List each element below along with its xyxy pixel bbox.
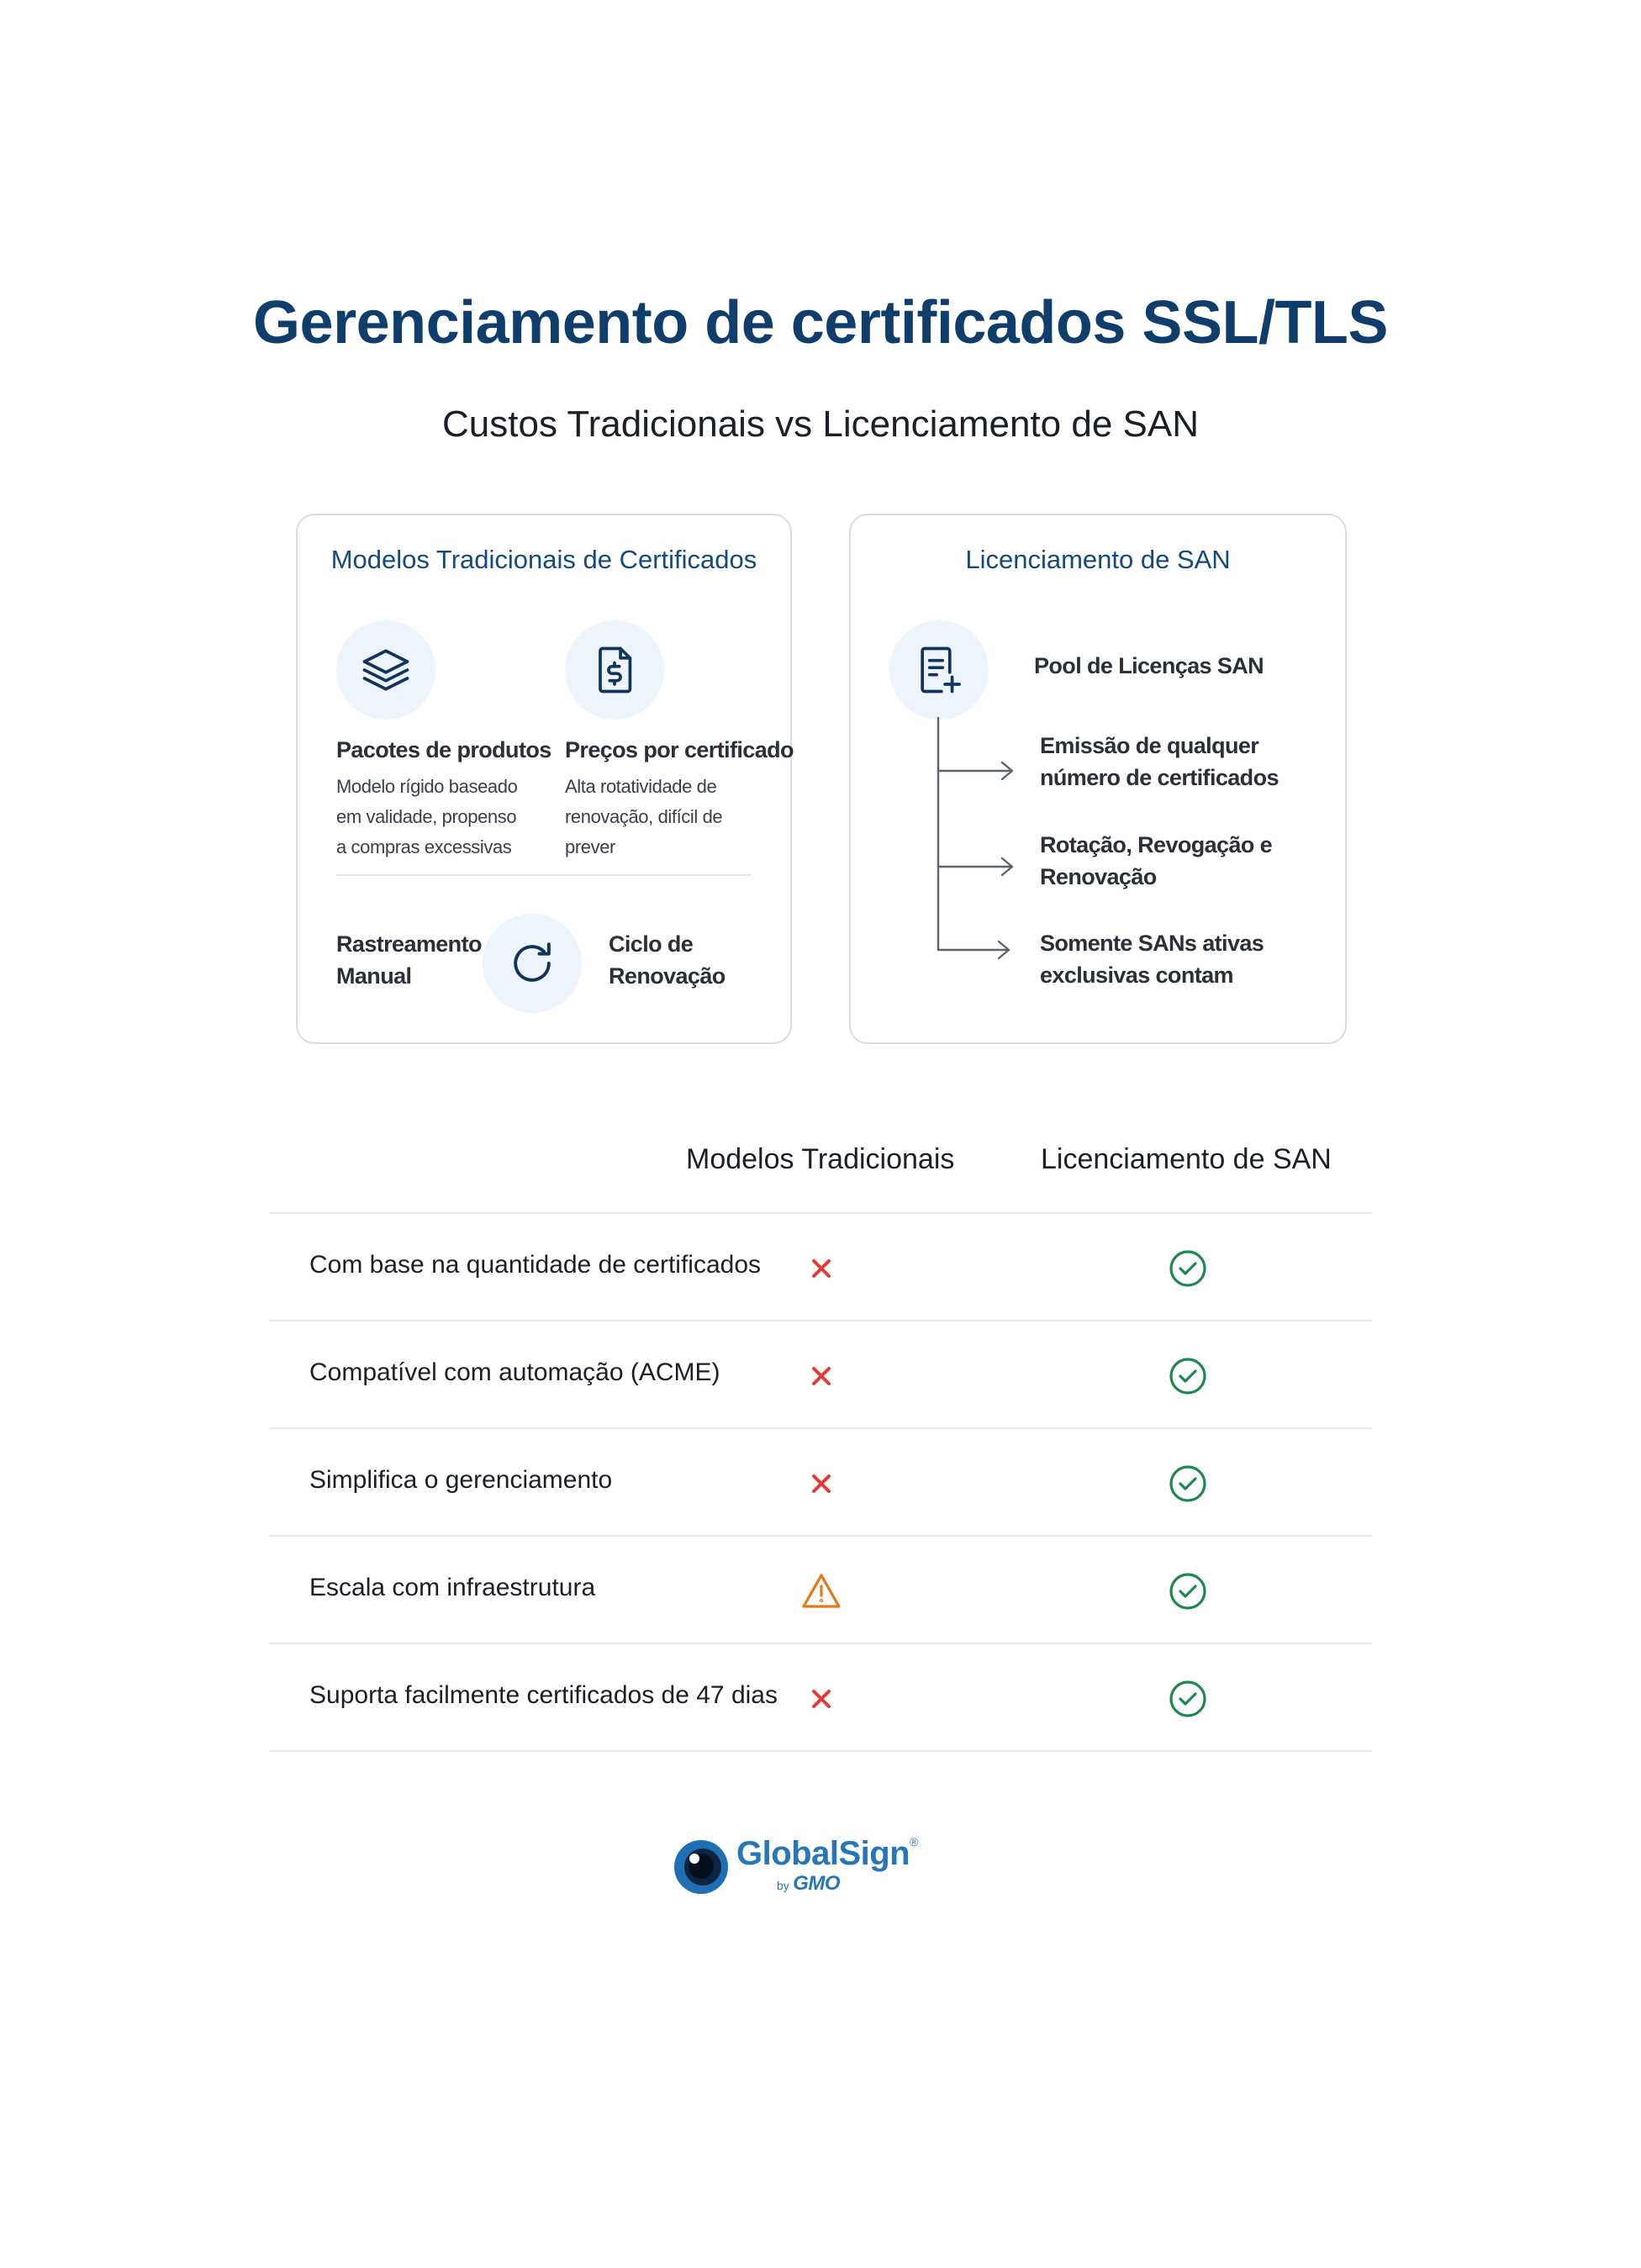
table-divider bbox=[269, 1535, 1372, 1537]
column-header-san: Licenciamento de SAN bbox=[1041, 1143, 1332, 1175]
manual-tracking-label: Rastreamento Manual bbox=[336, 931, 482, 989]
table-divider bbox=[269, 1427, 1372, 1429]
cross-icon bbox=[800, 1463, 842, 1505]
globalsign-eye-icon bbox=[673, 1838, 730, 1896]
cross-icon bbox=[800, 1355, 842, 1397]
check-circle-icon bbox=[1167, 1355, 1209, 1397]
feature-title-per-certificate-pricing: Preços por certificado bbox=[565, 737, 794, 762]
row-label: Com base na quantidade de certificados bbox=[309, 1251, 762, 1279]
check-circle-icon bbox=[1167, 1247, 1209, 1290]
san-pool-label: Pool de Licenças SAN bbox=[1034, 653, 1264, 678]
page-title: Gerenciamento de certificados SSL/TLS bbox=[253, 289, 1388, 356]
san-card-title: Licenciamento de SAN bbox=[965, 545, 1231, 574]
feature-title-product-packages: Pacotes de produtos bbox=[336, 737, 551, 762]
table-divider bbox=[269, 1643, 1372, 1644]
san-licensing-card bbox=[849, 514, 1347, 1044]
traditional-models-card bbox=[296, 514, 792, 1044]
row-label: Compatível com automação (ACME) bbox=[309, 1358, 720, 1386]
row-label: Suporta facilmente certificados de 47 dias bbox=[309, 1681, 778, 1709]
cross-icon bbox=[800, 1678, 842, 1720]
warning-icon bbox=[800, 1570, 842, 1612]
dollar-document-icon bbox=[565, 620, 664, 720]
card-divider bbox=[336, 874, 752, 876]
table-divider bbox=[269, 1320, 1372, 1321]
globalsign-logo bbox=[673, 1835, 925, 1902]
traditional-card-title: Modelos Tradicionais de Certificados bbox=[330, 545, 757, 574]
feature-desc-product-packages: Modelo rígido baseado em validade, propenso a compras excessivas bbox=[336, 776, 518, 857]
row-label: Escala com infraestrutura bbox=[309, 1574, 596, 1601]
layers-icon bbox=[336, 620, 435, 720]
branch-rotation: Rotação, Revogação e Renovação bbox=[1040, 832, 1273, 889]
page-subtitle: Custos Tradicionais vs Licenciamento de SAN bbox=[442, 403, 1199, 445]
document-add-icon bbox=[889, 620, 989, 720]
table-divider bbox=[269, 1212, 1372, 1214]
branch-any-number: Emissão de qualquer número de certificados bbox=[1040, 733, 1279, 790]
branch-active-sans: Somente SANs ativas exclusivas contam bbox=[1040, 931, 1264, 988]
feature-desc-per-certificate-pricing: Alta rotatividade de renovação, difícil de prever bbox=[565, 776, 723, 857]
check-circle-icon bbox=[1167, 1463, 1209, 1505]
cross-icon bbox=[800, 1247, 842, 1290]
check-circle-icon bbox=[1167, 1570, 1209, 1612]
check-circle-icon bbox=[1167, 1678, 1209, 1720]
logo-wordmark: GlobalSign® bbox=[736, 1835, 918, 1872]
row-label: Simplifica o gerenciamento bbox=[309, 1466, 613, 1494]
renewal-cycle-label: Ciclo de Renovação bbox=[609, 931, 726, 989]
branch-connector bbox=[935, 717, 1036, 969]
logo-byline: by GMO bbox=[777, 1872, 841, 1895]
refresh-icon bbox=[483, 914, 582, 1013]
column-header-traditional: Modelos Tradicionais bbox=[686, 1143, 955, 1175]
table-divider bbox=[269, 1750, 1372, 1752]
